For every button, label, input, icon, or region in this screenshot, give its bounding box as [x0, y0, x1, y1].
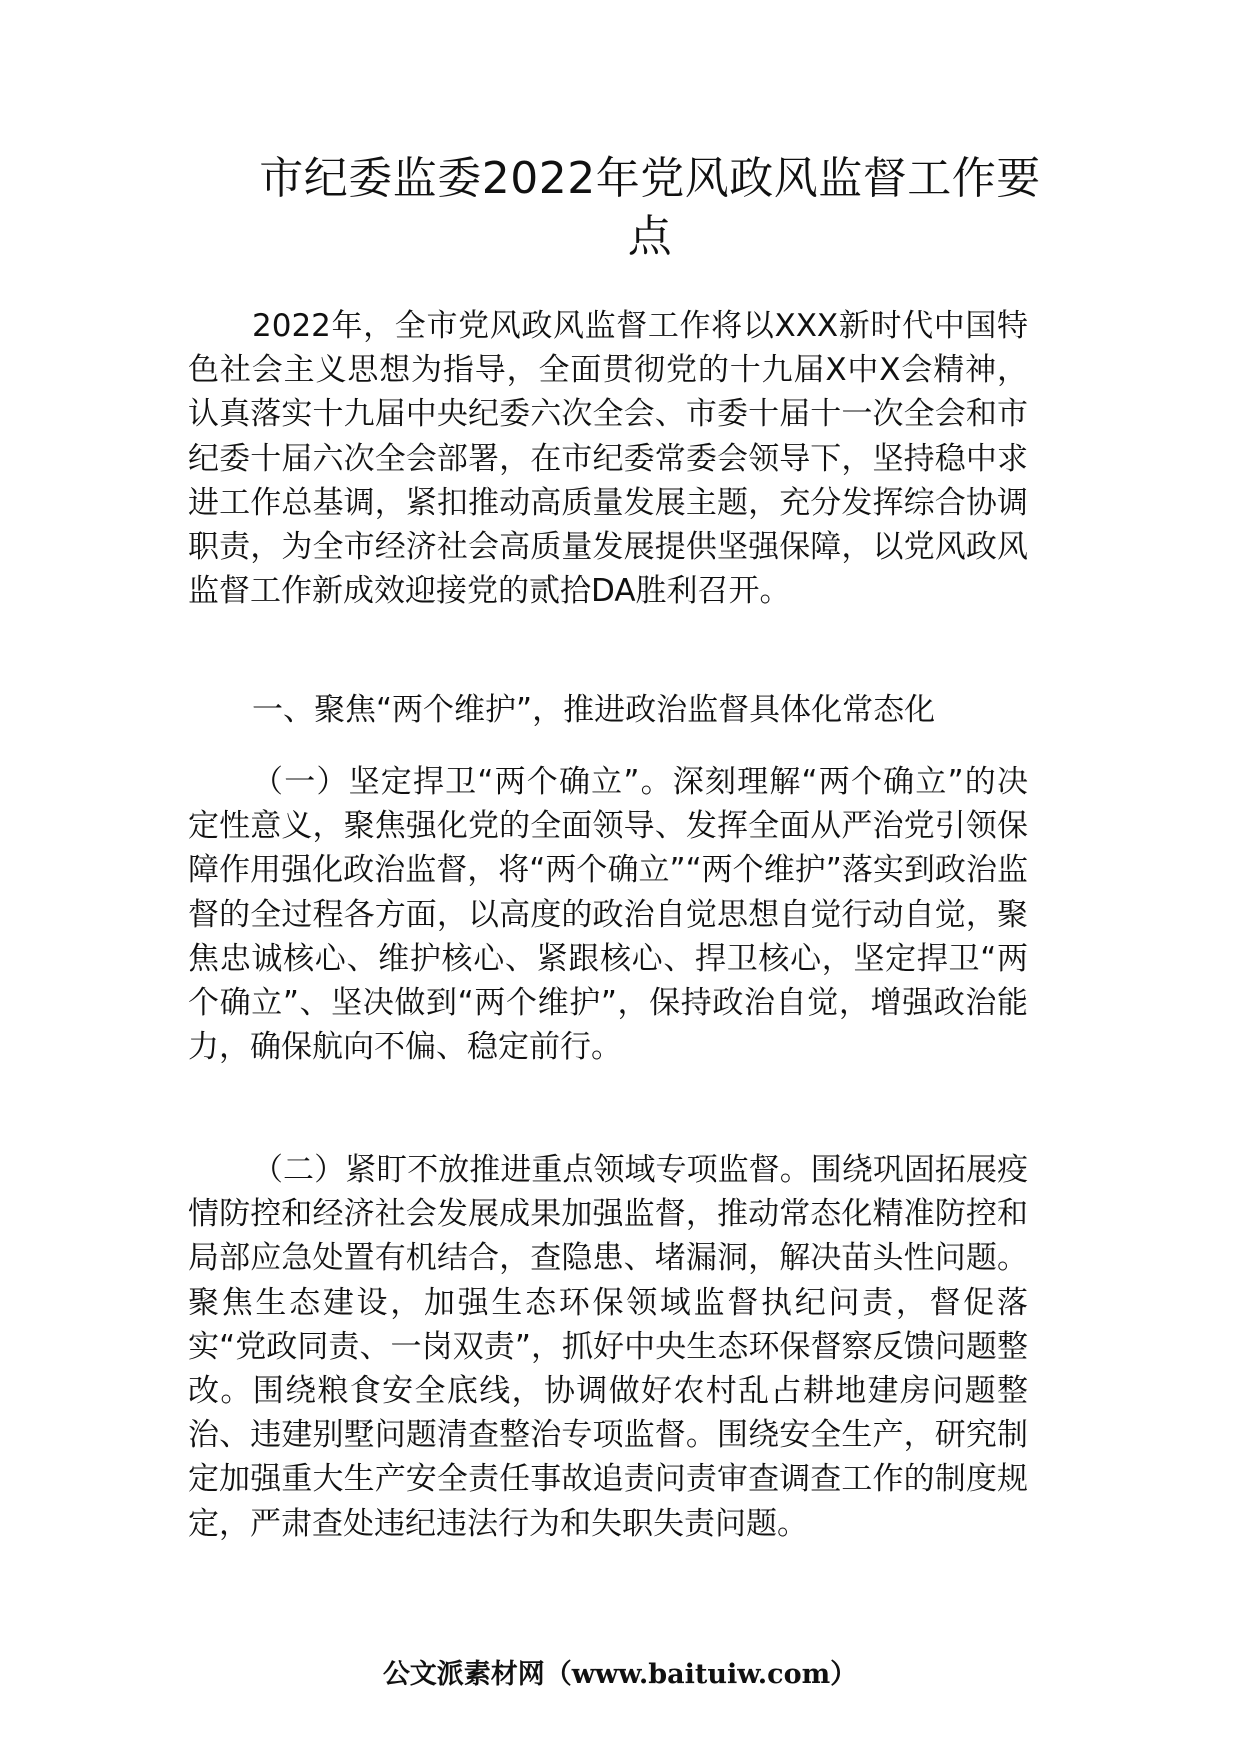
document-title: 市纪委监委2022年党风政风监督工作要点: [259, 153, 1041, 262]
footer-source: 公文派素材网（www.baituiw.com）: [382, 1659, 858, 1690]
paragraph-intro: 2022年，全市党风政风监督工作将以XXX新时代中国特色社会主义思想为指导，全面贯彻党的十九届X中X会精神，认真落实十九届中央纪委六次全会、市委十届十一次全会和市纪委十届六次全会部署，在市纪委常委会领导下，坚持稳中求进工作总基调，紧扣推动高质量发展主题，充分发挥综合协调职责，为全市经济社会高质量发展提供坚强保障，以党风政风监督工作新成效迎接党的贰拾DA胜利召开。: [188, 308, 1028, 610]
paragraph-item-2: （二）紧盯不放推进重点领域专项监督。围绕巩固拓展疫情防控和经济社会发展成果加强监督，推动常态化精准防控和局部应急处置有机结合，查隐患、堵漏洞，解决苗头性问题。聚焦生态建设，加强生态环保领域监督执纪问责，督促落实“党政同责、一岗双责”，抓好中央生态环保督察反馈问题整改。围绕粮食安全底线，协调做好农村乱占耕地建房问题整治、违建别墅问题清查整治专项监督。围绕安全生产，研究制定加强重大生产安全责任事故追责问责审查调查工作的制度规定，严肃查处违纪违法行为和失职失责问题。: [188, 1152, 1028, 1542]
section-heading-1: 一、聚焦“两个维护”，推进政治监督具体化常态化: [252, 692, 936, 728]
paragraph-item-1: （一）坚定捍卫“两个确立”。深刻理解“两个确立”的决定性意义，聚焦强化党的全面领导、发挥全面从严治党引领保障作用强化政治监督，将“两个确立”“两个维护”落实到政治监督的全过程各方面，以高度的政治自觉思想自觉行动自觉，聚焦忠诚核心、维护核心、紧跟核心、捍卫核心，坚定捍卫“两个确立”、坚决做到“两个维护”，保持政治自觉，增强政治能力，确保航向不偏、稳定前行。: [188, 764, 1028, 1066]
